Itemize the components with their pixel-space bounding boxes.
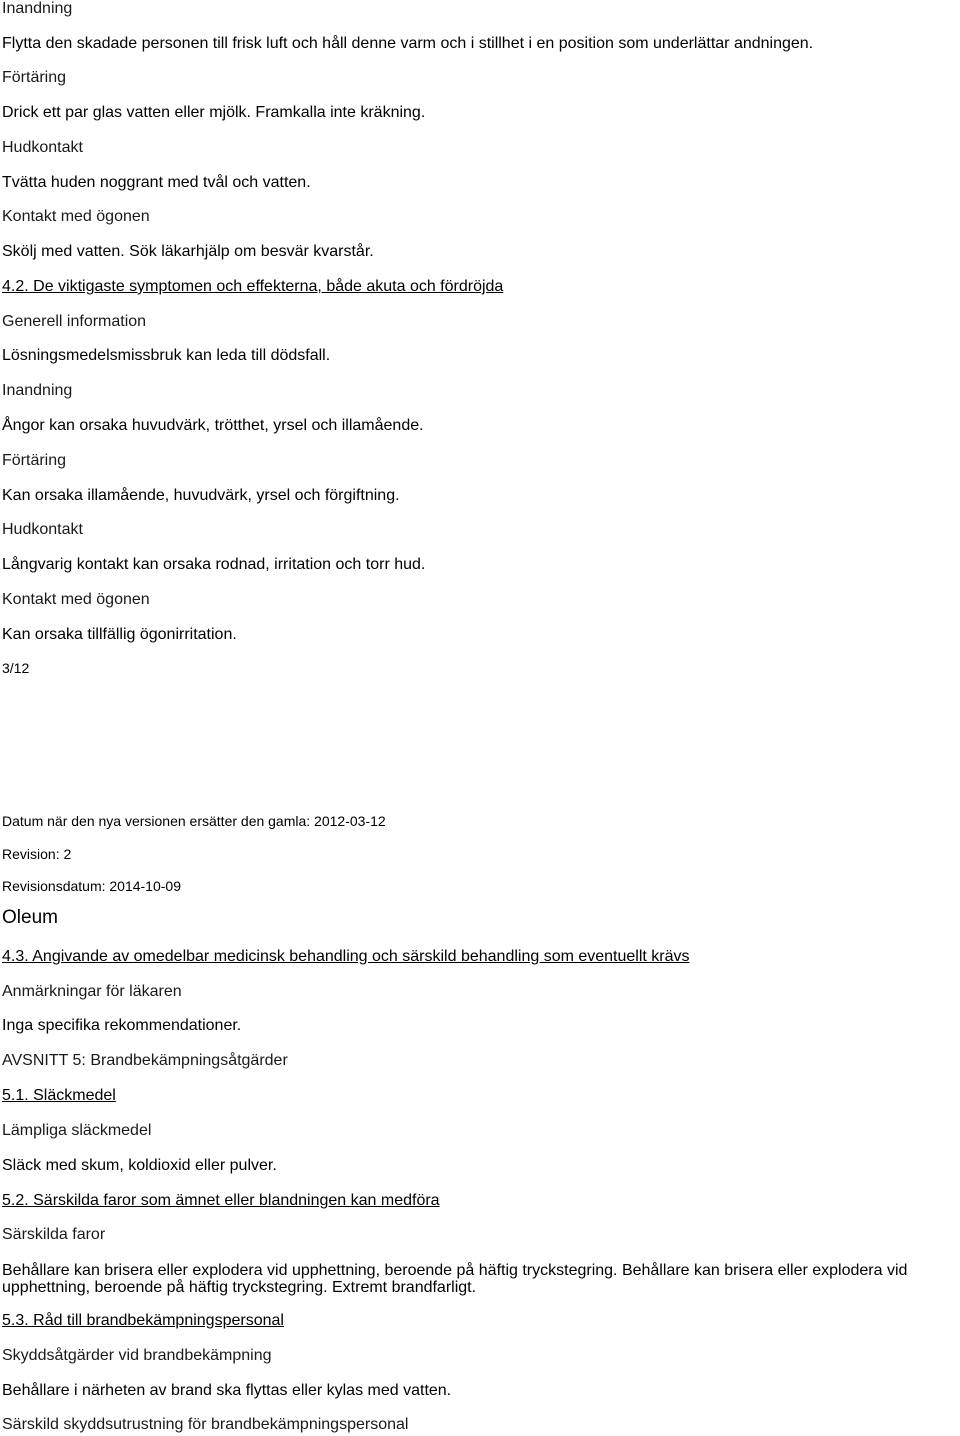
section-heading-5-3: 5.3. Råd till brandbekämpningspersonal xyxy=(2,1312,284,1329)
text-skin-advice: Tvätta huden noggrant med tvål och vatten. xyxy=(2,174,311,191)
text-suitable-media: Släck med skum, koldioxid eller pulver. xyxy=(2,1157,277,1174)
product-name: Oleum xyxy=(2,907,58,928)
section-heading-4-3: 4.3. Angivande av omedelbar medicinsk behandling och särskild behandling som eventuellt krävs xyxy=(2,948,690,965)
subheading-inhalation: Inandning xyxy=(2,0,73,17)
text-special-hazards: Behållare kan brisera eller explodera vid upphettning, beroende på häftig tryckstegring. Behållare kan brisera eller explodera vid upphettning, beroende på häftig tryckstegring. Extremt brandfarligt. xyxy=(2,1262,908,1296)
text-ingestion-advice: Drick ett par glas vatten eller mjölk. Framkalla inte kräkning. xyxy=(2,104,426,121)
subheading-eye-contact-2: Kontakt med ögonen xyxy=(2,591,150,608)
revision-line: Revision: 2 xyxy=(2,846,72,862)
section-heading-4-2: 4.2. De viktigaste symptomen och effekterna, både akuta och fördröjda xyxy=(2,278,504,295)
text-ingestion-symptoms: Kan orsaka illamående, huvudvärk, yrsel och förgiftning. xyxy=(2,487,400,504)
subheading-suitable-media: Lämpliga släckmedel xyxy=(2,1122,152,1139)
subheading-ingestion-2: Förtäring xyxy=(2,452,67,469)
text-skin-symptoms: Långvarig kontakt kan orsaka rodnad, irritation och torr hud. xyxy=(2,556,426,573)
text-inhalation-advice: Flytta den skadade personen till frisk luft och håll denne varm och i stillhet i en position som underlättar andningen. xyxy=(2,35,814,52)
subheading-skin-contact-2: Hudkontakt xyxy=(2,521,83,538)
subheading-eye-contact: Kontakt med ögonen xyxy=(2,208,150,225)
text-eye-symptoms: Kan orsaka tillfällig ögonirritation. xyxy=(2,626,237,643)
subheading-protective-measures: Skyddsåtgärder vid brandbekämpning xyxy=(2,1347,272,1364)
text-protective-measures: Behållare i närheten av brand ska flyttas eller kylas med vatten. xyxy=(2,1382,452,1399)
subheading-general-info: Generell information xyxy=(2,313,147,330)
subheading-protective-equipment: Särskild skyddsutrustning för brandbekämpningspersonal xyxy=(2,1416,409,1433)
subheading-ingestion: Förtäring xyxy=(2,69,67,86)
version-date-line: Datum när den nya versionen ersätter den gamla: 2012-03-12 xyxy=(2,813,386,829)
subheading-skin-contact: Hudkontakt xyxy=(2,139,83,156)
text-inhalation-symptoms: Ångor kan orsaka huvudvärk, trötthet, yrsel och illamående. xyxy=(2,417,424,434)
page-number: 3/12 xyxy=(2,660,30,676)
subheading-physician-notes: Anmärkningar för läkaren xyxy=(2,983,182,1000)
text-general-info: Lösningsmedelsmissbruk kan leda till dödsfall. xyxy=(2,347,331,364)
subheading-special-hazards: Särskilda faror xyxy=(2,1226,106,1243)
text-physician-notes: Inga specifika rekommendationer. xyxy=(2,1017,242,1034)
section-heading-5-2: 5.2. Särskilda faror som ämnet eller blandningen kan medföra xyxy=(2,1192,440,1209)
revision-date-line: Revisionsdatum: 2014-10-09 xyxy=(2,878,181,894)
subheading-inhalation-2: Inandning xyxy=(2,382,73,399)
section-heading-avsnitt-5: AVSNITT 5: Brandbekämpningsåtgärder xyxy=(2,1052,288,1069)
section-heading-5-1: 5.1. Släckmedel xyxy=(2,1087,116,1104)
text-eye-advice: Skölj med vatten. Sök läkarhjälp om besvär kvarstår. xyxy=(2,243,374,260)
